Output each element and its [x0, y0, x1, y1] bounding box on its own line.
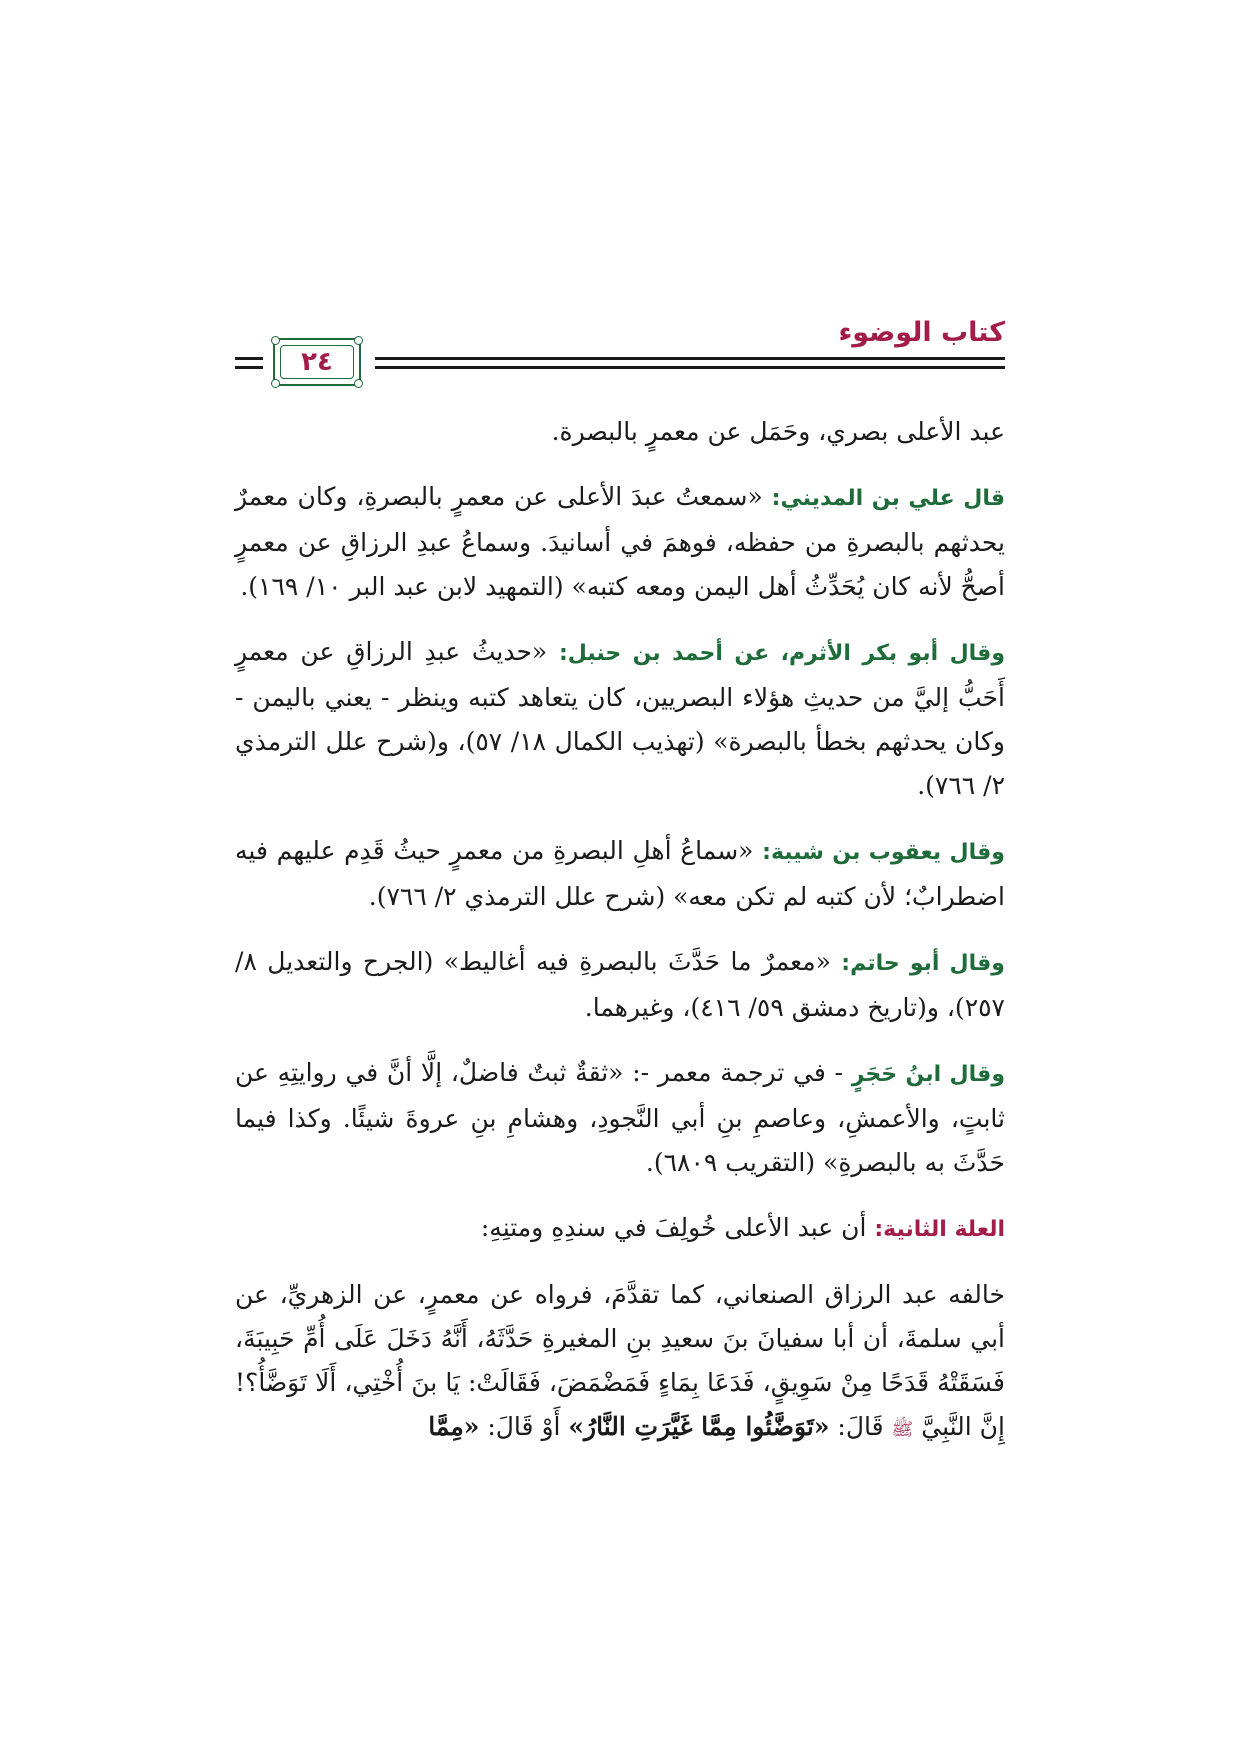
ornament-corner-icon: [271, 379, 280, 388]
paragraph: [235, 1273, 1005, 1452]
paragraph: [235, 829, 1005, 919]
paragraph-text: عبد الأعلى بصري، وحَمَل عن معمرٍ بالبصرة.: [551, 417, 1005, 446]
paragraph: [235, 630, 1005, 808]
narrator-label: وقال يعقوب بن شيبة:: [762, 840, 1005, 865]
paragraph-text: أن عبد الأعلى خُولِفَ في سندِهِ ومتنِهِ:: [480, 1213, 875, 1242]
paragraph: [235, 940, 1005, 1030]
salawat-symbol: ﷺ: [891, 1419, 914, 1440]
section-label: العلة الثانية:: [874, 1217, 1005, 1242]
book-title: كتاب الوضوء: [838, 317, 1005, 348]
page-number-frame: [273, 338, 361, 386]
ornament-corner-icon: [271, 336, 280, 345]
ornament-corner-icon: [354, 336, 363, 345]
paragraph-text: «سماعُ أهلِ البصرةِ من معمرٍ حيثُ قَدِم عليهم فيه اضطرابٌ؛ لأن كتبه لم تكن معه» (شرح علل الترمذي ٢/ ٧٦٦).: [235, 836, 1005, 911]
ornament-corner-icon: [354, 379, 363, 388]
page-body: [235, 410, 1005, 1473]
paragraph-text: أَوْ قَالَ:: [479, 1412, 569, 1441]
narrator-label: وقال ابنُ حَجَرٍ: [851, 1062, 1005, 1087]
paragraph: [235, 410, 1005, 454]
header-rule-top: [375, 357, 1005, 360]
paragraph-text: «معمرٌ ما حَدَّثَ بالبصرةِ فيه أغاليط» (الجرح والتعديل ٨/ ٢٥٧)، و(تاريخ دمشق ٥٩/ ٤١٦)، وغيرهما.: [235, 947, 1005, 1022]
paragraph: [235, 1206, 1005, 1252]
paragraph: [235, 475, 1005, 609]
header-rule-left-bottom: [235, 366, 263, 369]
paragraph: [235, 1051, 1005, 1185]
narrator-label: وقال أبو بكر الأثرم، عن أحمد بن حنبل:: [558, 641, 1005, 666]
header-rule-left-top: [235, 357, 263, 360]
paragraph-text: خالفه عبد الرزاق الصنعاني، كما تقدَّمَ، فرواه عن معمرٍ، عن الزهريِّ، عن أبي سلمةَ، أن أبا سفيانَ بنَ سعيدِ بنِ المغيرةِ حَدَّثَهُ، أَنَّهُ دَخَلَ عَلَى أُمِّ حَبِيبَةَ، فَسَقَتْهُ قَدَحًا مِنْ سَوِيقٍ، فَدَعَا بِمَاءٍ فَمَضْمَضَ، فَقَالَتْ: يَا بنَ أُخْتِي، أَلَا تَوَضَّأُ؟! إِنَّ النَّبِيَّ: [235, 1280, 1005, 1441]
page-number-inner-frame: [280, 345, 354, 379]
header-rule-bottom: [375, 366, 1005, 369]
paragraph-text: - في ترجمة معمر -: «ثقةٌ ثبتٌ فاضلٌ، إلَّا أنَّ في روايتِهِ عن ثابتٍ، والأعمشِ، وعاصمِ بنِ أبي النَّجودِ، وهشامِ بنِ عروةَ شيئًا. وكذا فيما حَدَّثَ به بالبصرةِ» (التقريب ٦٨٠٩).: [235, 1058, 1005, 1177]
hadith-quote: «مِمَّا: [428, 1412, 480, 1441]
paragraph-text: «حديثُ عبدِ الرزاقِ عن معمرٍ أَحَبُّ إليَّ من حديثِ هؤلاء البصريين، كان يتعاهد كتبه وينظر - يعني باليمن - وكان يحدثهم بخطأ بالبصرة» (تهذيب الكمال ١٨/ ٥٧)، و(شرح علل الترمذي ٢/ ٧٦٦).: [235, 637, 1006, 800]
narrator-label: قال علي بن المديني:: [771, 486, 1005, 511]
paragraph-text: «سمعتُ عبدَ الأعلى عن معمرٍ بالبصرةِ، وكان معمرٌ يحدثهم بالبصرةِ من حفظه، فوهمَ في أسانيدَ. وسماعُ عبدِ الرزاقِ عن معمرٍ أصحُّ لأنه كان يُحَدِّثُ أهل اليمن ومعه كتبه» (التمهيد لابن عبد البر ١٠/ ١٦٩).: [235, 482, 1005, 601]
paragraph-text: قَالَ:: [829, 1412, 892, 1441]
hadith-quote: «تَوَضَّئُوا مِمَّا غَيَّرَتِ النَّارُ»: [568, 1412, 830, 1441]
narrator-label: وقال أبو حاتم:: [841, 951, 1005, 976]
page-header: [235, 316, 1005, 388]
page-number: ٢٤: [301, 347, 333, 377]
